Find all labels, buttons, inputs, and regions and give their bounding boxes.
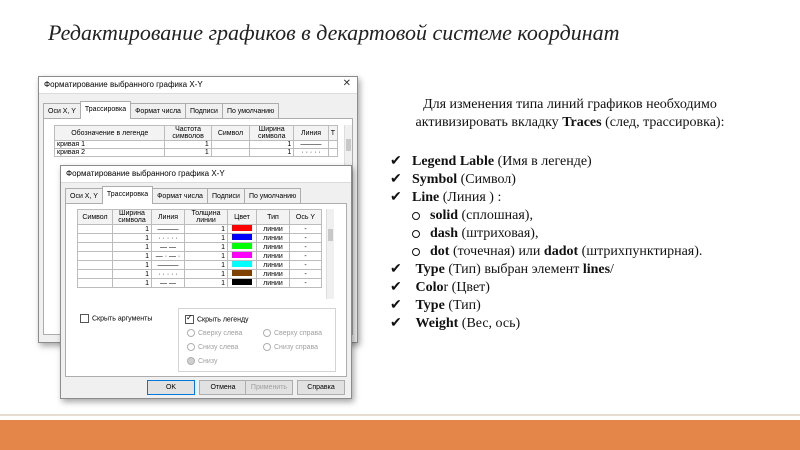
- radio-circle: [187, 329, 195, 337]
- thickness-cell[interactable]: 1: [185, 252, 228, 261]
- checkmark-icon: ✔: [390, 280, 402, 295]
- color-swatch: [232, 225, 252, 231]
- type-cell[interactable]: линии: [257, 243, 290, 252]
- ok-button[interactable]: OK: [147, 380, 195, 395]
- color-cell[interactable]: [228, 234, 257, 243]
- tab-labels[interactable]: Подписи: [207, 188, 245, 204]
- radio-circle: [187, 343, 195, 351]
- line-cell[interactable]: ———: [152, 261, 185, 270]
- checkmark-icon: ✔: [390, 172, 402, 187]
- term-description: (Символ): [457, 172, 516, 187]
- symbol-cell[interactable]: [78, 234, 113, 243]
- circle-bullet-icon: [412, 230, 420, 238]
- legend-group: [178, 308, 336, 372]
- term: Line: [412, 190, 440, 205]
- apply-button[interactable]: Применить: [245, 380, 293, 395]
- y-axis-cell[interactable]: -: [290, 252, 322, 261]
- type-cell[interactable]: [328, 141, 337, 149]
- tab-defaults[interactable]: По умолчанию: [222, 103, 279, 119]
- col-y-axis: Ось Y: [290, 210, 322, 225]
- symbol-cell[interactable]: [78, 225, 113, 234]
- thickness-cell[interactable]: 1: [185, 270, 228, 279]
- color-swatch: [232, 243, 252, 249]
- tab-traces[interactable]: Трассировка: [80, 101, 131, 119]
- width-cell[interactable]: 1: [113, 261, 152, 270]
- table-row[interactable]: [78, 279, 322, 288]
- radio-label: Сверху слева: [198, 329, 243, 337]
- radio-label: Снизу справа: [274, 343, 319, 351]
- table-row[interactable]: [78, 234, 322, 243]
- tab-number-format[interactable]: Формат числа: [130, 103, 186, 119]
- intro-text-part: (след, трассировка):: [601, 115, 725, 130]
- term-description: r (Цвет): [443, 280, 490, 295]
- term: solid: [430, 208, 459, 223]
- thickness-cell[interactable]: 1: [185, 234, 228, 243]
- type-cell[interactable]: линии: [257, 261, 290, 270]
- sub-list-item: [390, 207, 702, 225]
- hide-legend-checkbox[interactable]: [185, 315, 194, 324]
- term-description: (сплошная),: [458, 208, 533, 223]
- table-row[interactable]: [78, 252, 322, 261]
- cancel-button[interactable]: Отмена: [199, 380, 247, 395]
- term: lines: [582, 262, 611, 277]
- width-cell[interactable]: 1: [250, 141, 294, 149]
- type-cell[interactable]: линии: [257, 279, 290, 288]
- checkmark-icon: ✔: [390, 262, 402, 277]
- hide-arguments-checkbox[interactable]: [80, 314, 89, 323]
- list-item: [390, 297, 702, 315]
- back-dialog-title: Форматирование выбранного графика X-Y: [44, 80, 203, 89]
- term-description: (Линия ) :: [439, 190, 502, 205]
- col-frequency: Частота символов: [165, 126, 211, 141]
- hide-legend-option[interactable]: [185, 315, 249, 324]
- color-swatch: [232, 270, 252, 276]
- footer-divider: [0, 414, 800, 416]
- color-cell[interactable]: [228, 225, 257, 234]
- front-traces-table: [77, 209, 322, 288]
- symbol-cell[interactable]: [78, 270, 113, 279]
- width-cell[interactable]: 1: [113, 234, 152, 243]
- front-dialog-tabs: [65, 188, 300, 204]
- sub-list-item: [390, 243, 702, 261]
- hide-legend-label: Скрыть легенду: [197, 316, 249, 324]
- term: Symbol: [412, 172, 458, 187]
- list-item: [390, 315, 702, 333]
- thickness-cell[interactable]: 1: [185, 279, 228, 288]
- type-cell[interactable]: [328, 149, 337, 157]
- term-description: /: [610, 262, 614, 277]
- line-cell[interactable]: — —: [152, 243, 185, 252]
- type-cell[interactable]: линии: [257, 225, 290, 234]
- front-table-scrollbar[interactable]: [326, 209, 334, 299]
- width-cell[interactable]: 1: [250, 149, 294, 157]
- term-description: (Вес, ось): [458, 316, 521, 331]
- term-description: (штрихпунктирная).: [578, 244, 703, 259]
- width-cell[interactable]: 1: [113, 279, 152, 288]
- back-dialog-tabs: [43, 103, 278, 119]
- term: Type: [415, 298, 445, 313]
- line-cell[interactable]: ———: [294, 141, 328, 149]
- type-cell[interactable]: линии: [257, 234, 290, 243]
- intro-text-part: активизировать вкладку: [415, 115, 563, 130]
- tab-defaults[interactable]: По умолчанию: [244, 188, 301, 204]
- symbol-cell[interactable]: [211, 149, 249, 157]
- radio-label: Снизу: [198, 357, 218, 365]
- traces-term: Traces: [562, 115, 602, 130]
- thickness-cell[interactable]: 1: [185, 225, 228, 234]
- front-format-dialog: [60, 165, 352, 399]
- tab-labels[interactable]: Подписи: [185, 103, 223, 119]
- radio-bottom[interactable]: [187, 357, 217, 365]
- width-cell[interactable]: 1: [113, 252, 152, 261]
- term: Type: [415, 262, 445, 277]
- intro-text: [380, 96, 760, 132]
- list-item: [390, 171, 702, 189]
- width-cell[interactable]: 1: [113, 243, 152, 252]
- checkmark-icon: ✔: [390, 154, 402, 169]
- symbol-cell[interactable]: [211, 141, 249, 149]
- tab-traces[interactable]: Трассировка: [102, 186, 153, 204]
- radio-circle: [263, 329, 271, 337]
- width-cell[interactable]: 1: [113, 270, 152, 279]
- term: dadot: [543, 244, 579, 259]
- intro-line-2: [380, 114, 760, 132]
- circle-bullet-icon: [412, 212, 420, 220]
- color-swatch: [232, 252, 252, 258]
- col-symbol: Символ: [211, 126, 249, 141]
- checkmark-icon: ✔: [390, 298, 402, 313]
- y-axis-cell[interactable]: -: [290, 243, 322, 252]
- term-description: (Имя в легенде): [494, 154, 592, 169]
- term: dash: [430, 226, 459, 241]
- color-cell[interactable]: [228, 243, 257, 252]
- radio-label: Сверху справа: [274, 329, 322, 337]
- legend-cell[interactable]: кривая 2: [55, 149, 165, 157]
- radio-bottom-right[interactable]: [263, 343, 318, 351]
- col-line: Линия: [152, 210, 185, 225]
- color-swatch: [232, 279, 252, 285]
- list-item: [390, 261, 702, 279]
- y-axis-cell[interactable]: -: [290, 234, 322, 243]
- term: Colo: [415, 280, 444, 295]
- symbol-cell[interactable]: [78, 243, 113, 252]
- table-row[interactable]: [55, 141, 338, 149]
- tab-axes[interactable]: Оси X, Y: [65, 188, 103, 204]
- term-description: (Тип) выбран элемент: [444, 262, 583, 277]
- term: dot: [430, 244, 450, 259]
- list-item: [390, 279, 702, 297]
- y-axis-cell[interactable]: -: [290, 261, 322, 270]
- slide-title: Редактирование графиков в декартовой системе координат: [48, 20, 620, 45]
- table-row[interactable]: [78, 261, 322, 270]
- radio-top-right[interactable]: [263, 329, 322, 337]
- symbol-cell[interactable]: [78, 252, 113, 261]
- table-row[interactable]: [78, 270, 322, 279]
- term: Weight: [415, 316, 459, 331]
- footer-bar: [0, 420, 800, 450]
- back-table-scrollbar[interactable]: [344, 125, 352, 165]
- col-line-thickness: Толщина линии: [185, 210, 228, 225]
- color-swatch: [232, 261, 252, 267]
- close-icon[interactable]: ✕: [342, 78, 351, 89]
- term: Legend Lable: [412, 154, 495, 169]
- frequency-cell[interactable]: 1: [165, 141, 211, 149]
- table-row[interactable]: [78, 225, 322, 234]
- line-cell[interactable]: — · — ·: [152, 252, 185, 261]
- sub-list-item: [390, 225, 702, 243]
- back-dialog-titlebar: [39, 77, 357, 94]
- col-symbol: Символ: [78, 210, 113, 225]
- symbol-cell[interactable]: [78, 279, 113, 288]
- table-row[interactable]: [78, 243, 322, 252]
- radio-circle: [187, 357, 195, 365]
- table-row[interactable]: [55, 149, 338, 157]
- col-legend: Обозначение в легенде: [55, 126, 165, 141]
- color-swatch: [232, 234, 252, 240]
- col-line: Линия: [294, 126, 328, 141]
- line-cell[interactable]: ———: [152, 225, 185, 234]
- col-symbol-width: Ширина символа: [250, 126, 294, 141]
- radio-circle: [263, 343, 271, 351]
- col-symbol-width: Ширина символа: [113, 210, 152, 225]
- radio-bottom-left[interactable]: [187, 343, 238, 351]
- y-axis-cell[interactable]: -: [290, 279, 322, 288]
- color-cell[interactable]: [228, 279, 257, 288]
- y-axis-cell[interactable]: -: [290, 270, 322, 279]
- type-cell[interactable]: линии: [257, 252, 290, 261]
- front-dialog-title: Форматирование выбранного графика X-Y: [66, 169, 225, 178]
- thickness-cell[interactable]: 1: [185, 261, 228, 270]
- hide-arguments-label: Скрыть аргументы: [92, 315, 153, 323]
- checkmark-icon: ✔: [390, 190, 402, 205]
- line-cell[interactable]: · · · · ·: [152, 270, 185, 279]
- color-cell[interactable]: [228, 261, 257, 270]
- col-color: Цвет: [228, 210, 257, 225]
- term-description: (Тип): [444, 298, 481, 313]
- line-cell[interactable]: — —: [152, 279, 185, 288]
- type-cell[interactable]: линии: [257, 270, 290, 279]
- frequency-cell[interactable]: 1: [165, 149, 211, 157]
- legend-cell[interactable]: кривая 1: [55, 141, 165, 149]
- back-traces-table: [54, 125, 338, 157]
- col-type: Тип: [257, 210, 290, 225]
- list-item: [390, 189, 702, 207]
- term-description: (точечная) или: [449, 244, 544, 259]
- bullet-list: [390, 153, 702, 333]
- front-dialog-panel: [65, 203, 347, 377]
- width-cell[interactable]: 1: [113, 225, 152, 234]
- hide-arguments-option[interactable]: [80, 314, 152, 323]
- tab-number-format[interactable]: Формат числа: [152, 188, 208, 204]
- list-item: [390, 153, 702, 171]
- tab-axes[interactable]: Оси X, Y: [43, 103, 81, 119]
- help-button[interactable]: Справка: [297, 380, 345, 395]
- checkmark-icon: ✔: [390, 316, 402, 331]
- line-cell[interactable]: · · · · ·: [152, 234, 185, 243]
- radio-top-left[interactable]: [187, 329, 242, 337]
- symbol-cell[interactable]: [78, 261, 113, 270]
- circle-bullet-icon: [412, 248, 420, 256]
- color-cell[interactable]: [228, 252, 257, 261]
- y-axis-cell[interactable]: -: [290, 225, 322, 234]
- col-type: Т: [328, 126, 337, 141]
- thickness-cell[interactable]: 1: [185, 243, 228, 252]
- intro-line-1: Для изменения типа линий графиков необходимо: [423, 97, 717, 112]
- front-dialog-titlebar: [61, 166, 351, 183]
- radio-label: Снизу слева: [198, 343, 239, 351]
- color-cell[interactable]: [228, 270, 257, 279]
- line-cell[interactable]: · · · · ·: [294, 149, 328, 157]
- term-description: (штриховая),: [458, 226, 539, 241]
